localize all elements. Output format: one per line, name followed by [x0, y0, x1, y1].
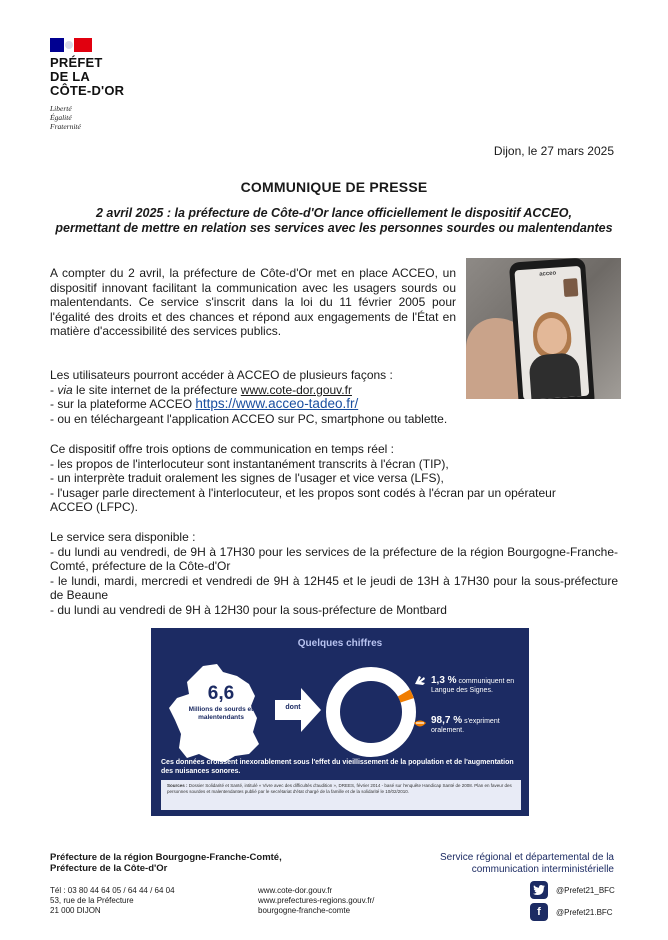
stat-text: s'expriment oralement. — [431, 718, 500, 734]
key-figures-infographic — [151, 628, 529, 816]
percentage-donut — [321, 662, 421, 762]
twitter-account[interactable] — [530, 881, 615, 899]
option-item: - l'usager parle directement à l'interlocuteur, et les propos sont codés à l'écran par un opérateur — [50, 485, 556, 500]
logo-line: CÔTE-D'OR — [50, 83, 125, 98]
video-pip — [563, 278, 578, 297]
stat-value: 1,3 % — [431, 675, 457, 686]
option-item: ACCEO (LFPC). — [50, 500, 139, 515]
service-lead: Le service sera disponible : — [50, 530, 196, 544]
big-number-caption: Millions de sourds et malentendants — [188, 706, 254, 721]
motto-line: Liberté — [50, 104, 72, 113]
footer-address — [50, 886, 175, 916]
access-item-app: - ou en téléchargeant l'application ACCEO sur PC, smartphone ou tablette. — [50, 411, 448, 426]
footer-website-link[interactable]: www.prefectures-regions.gouv.fr/ — [258, 896, 375, 905]
facebook-icon: f — [530, 903, 548, 921]
document-subtitle — [50, 206, 618, 236]
motto-line: Fraternité — [50, 122, 81, 131]
footer-website-link[interactable]: www.cote-dor.gouv.fr — [258, 886, 333, 895]
big-number: 6,6 — [207, 683, 235, 704]
intro-paragraph: A compter du 2 avril, la préfecture de Côte-d'Or met en place ACCEO, un dispositif innovant facilitant la communication avec les usagers sourds ou malentendants. Ce service s'inscrit dans la loi du 11 février 2005 pour l'égalité des droits et des chances et répond aux engagements de l'État en matière d'accessibilité des services publics. — [50, 266, 456, 339]
footer-prefecture-name — [50, 852, 282, 874]
access-text: le site internet de la préfecture — [72, 382, 241, 397]
option-item: - un interprète traduit oralement les signes de l'usager et vice versa (LFS), — [50, 471, 444, 486]
infographic-note: Ces données croissent inexorablement sous l'effet du vieillissement de la population et de l'augmentation des nuisances sonores. — [161, 759, 514, 775]
press-release-date: Dijon, le 27 mars 2025 — [493, 144, 614, 158]
marianne-flag-icon — [50, 38, 92, 52]
options-section — [50, 442, 620, 515]
sign-language-hand-icon — [413, 674, 427, 686]
footer-line: Service régional et départemental de la — [440, 852, 614, 863]
facebook-handle: @Prefet21.BFC — [556, 907, 613, 917]
access-lead: Les utilisateurs pourront accéder à ACCEO de plusieurs façons : — [50, 368, 393, 382]
bullet: - — [50, 382, 58, 397]
footer-website-link[interactable]: bourgogne-franche-comte — [258, 906, 351, 915]
options-lead: Ce dispositif offre trois options de communication en temps réel : — [50, 442, 394, 456]
stat-oral — [431, 716, 523, 735]
twitter-handle: @Prefet21_BFC — [556, 885, 615, 895]
logo-title — [50, 56, 150, 98]
subtitle-line: permettant de mettre en relation ses services avec les personnes sourdes ou malentendantes — [55, 221, 613, 235]
infographic-title: Quelques chiffres — [297, 638, 383, 649]
logo-line: DE LA — [50, 69, 90, 84]
footer-phone: Tél : 03 80 44 64 05 / 64 44 / 64 04 — [50, 886, 175, 895]
service-item: - le lundi, mardi, mercredi et vendredi de 9H à 12H45 et le jeudi de 13H à 17H30 pour la sous-préfecture de Beaune — [50, 573, 618, 603]
acceo-platform-link[interactable]: https://www.acceo-tadeo.fr/ — [195, 396, 359, 412]
prefecture-logo — [50, 38, 150, 131]
motto-line: Égalité — [50, 113, 72, 122]
stat-value: 98,7 % — [431, 715, 463, 726]
stat-text: communiquent en Langue des Signes. — [431, 678, 515, 694]
footer-city: 21 000 DIJON — [50, 906, 101, 915]
sources-label: Sources : — [167, 783, 188, 788]
footer-line: communication interministérielle — [471, 864, 614, 875]
service-item: - du lundi au vendredi de 9H à 12H30 pour la sous-préfecture de Montbard — [50, 602, 447, 617]
twitter-icon — [530, 881, 548, 899]
footer-street: 53, rue de la Préfecture — [50, 896, 134, 905]
connector-label: dont — [285, 704, 301, 711]
access-item-website — [50, 383, 610, 398]
stat-sign-language — [431, 676, 523, 695]
mouth-icon — [413, 718, 427, 730]
prefecture-website-link[interactable]: www.cote-dor.gouv.fr — [240, 382, 352, 397]
sources-text: Dossier Solidarité et Santé, intitulé « Vivre avec des difficultés d'audition », DREES, février 2014 - basé sur l'enquête Handicap Santé de 2008. Plan en faveur des personnes sourdes et malentendantes publié par le secrétariat d'état chargé de la famille et de la solidarité le 10/02/2010. — [167, 783, 512, 794]
via-word: via — [57, 382, 73, 397]
infographic-sources — [161, 780, 521, 810]
access-text: - sur la plateforme ACCEO — [50, 397, 196, 412]
republic-motto — [50, 104, 150, 131]
service-section — [50, 530, 618, 618]
subtitle-line: 2 avril 2025 : la préfecture de Côte-d'Or lance officiellement le dispositif ACCEO, — [95, 206, 573, 220]
service-item: - du lundi au vendredi, de 9H à 17H30 pour les services de la préfecture de la région Bourgogne-Franche-Comté, préfecture de la Côte-d'Or — [50, 544, 618, 574]
footer-line: Préfecture de la région Bourgogne-Franche-Comté, — [50, 852, 282, 863]
logo-line: PRÉFET — [50, 55, 103, 70]
screen-logo: acceo — [539, 270, 557, 278]
footer-service-name — [440, 852, 614, 876]
access-item-platform — [50, 397, 610, 412]
document-title: COMMUNIQUE DE PRESSE — [240, 179, 428, 195]
footer-websites — [258, 886, 374, 916]
footer-line: Préfecture de la Côte-d'Or — [50, 863, 168, 874]
access-section — [50, 368, 610, 426]
option-item: - les propos de l'interlocuteur sont instantanément transcrits à l'écran (TIP), — [50, 456, 449, 471]
facebook-account[interactable] — [530, 903, 613, 921]
